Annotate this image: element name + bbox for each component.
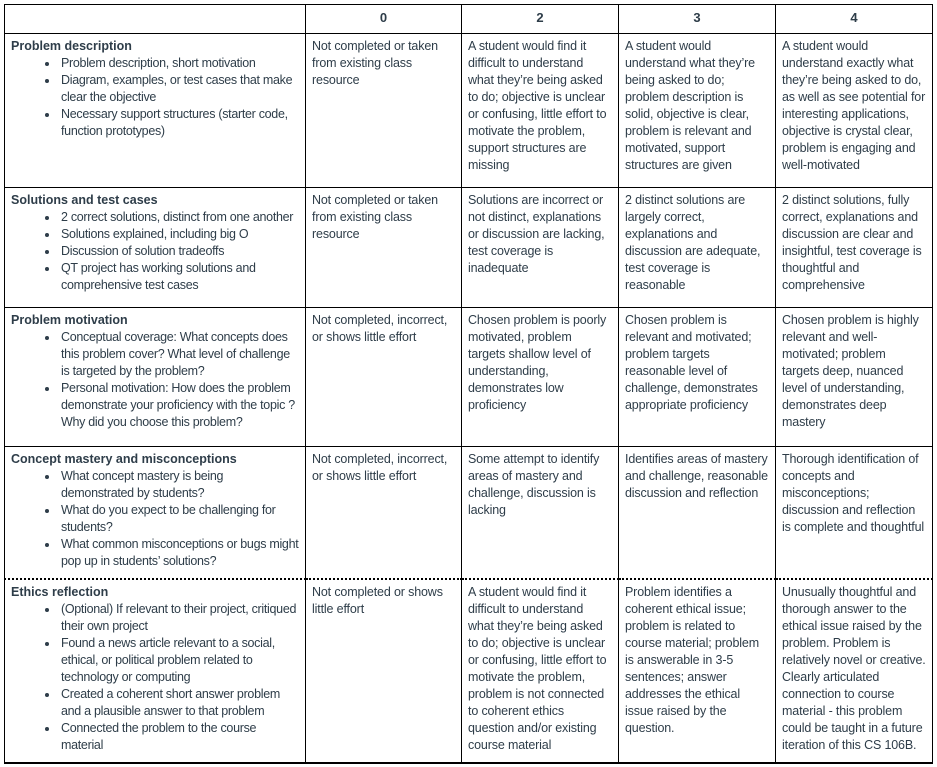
score-header-2: 2 bbox=[462, 5, 619, 34]
score-header-0: 0 bbox=[306, 5, 462, 34]
level-cell-score-3: Chosen problem is relevant and motivated; problem targets reasonable level of challenge, demonstrates appropriate proficiency bbox=[619, 308, 776, 447]
rubric-table bbox=[4, 4, 933, 764]
criterion-bullet: • 2 correct solutions, distinct from one another bbox=[59, 209, 299, 226]
criterion-bullet-list bbox=[11, 209, 299, 294]
level-cell-score-4: Thorough identification of concepts and misconceptions; discussion and reflection is complete and thoughtful bbox=[776, 447, 933, 579]
criterion-bullet: • Discussion of solution tradeoffs bbox=[59, 243, 299, 260]
rubric-header-row bbox=[5, 5, 933, 34]
criterion-bullet: • Solutions explained, including big O bbox=[59, 226, 299, 243]
corner-cell bbox=[5, 5, 306, 34]
criterion-bullet-list bbox=[11, 468, 299, 570]
level-cell-score-0: Not completed or taken from existing class resource bbox=[306, 34, 462, 188]
criterion-bullet: • Created a coherent short answer problem and a plausible answer to that problem bbox=[59, 686, 299, 720]
level-cell-score-3: Problem identifies a coherent ethical issue; problem is related to course material; problem is answerable in 3-5 sentences; answer addresses the ethical issue raised by the question. bbox=[619, 579, 776, 763]
rubric-row-solutions-test-cases bbox=[5, 188, 933, 308]
criterion-bullet: • Diagram, examples, or test cases that make clear the objective bbox=[59, 72, 299, 106]
level-cell-score-2: Some attempt to identify areas of mastery and challenge, discussion is lacking bbox=[462, 447, 619, 579]
criterion-title: Solutions and test cases bbox=[11, 193, 158, 207]
criterion-bullet: • Personal motivation: How does the problem demonstrate your proficiency with the topic ? Why did you choose this problem? bbox=[59, 380, 299, 431]
level-cell-score-0: Not completed, incorrect, or shows little effort bbox=[306, 447, 462, 579]
criterion-title: Problem motivation bbox=[11, 313, 128, 327]
level-cell-score-2: A student would find it difficult to understand what they’re being asked to do; objective is unclear or confusing, little effort to motivate the problem, problem is not connected to coherent ethics question and/or existing course material bbox=[462, 579, 619, 763]
criterion-title: Ethics reflection bbox=[11, 584, 109, 599]
criterion-title: Concept mastery and misconceptions bbox=[11, 452, 237, 466]
criterion-title: Problem description bbox=[11, 39, 132, 53]
level-cell-score-3: Identifies areas of mastery and challenge, reasonable discussion and reflection bbox=[619, 447, 776, 579]
level-cell-score-4: 2 distinct solutions, fully correct, explanations and discussion are clear and insightful, test coverage is thoughtful and comprehensive bbox=[776, 188, 933, 308]
criterion-cell bbox=[5, 34, 306, 188]
criterion-bullet: • Conceptual coverage: What concepts does this problem cover? What level of challenge is targeted by the problem? bbox=[59, 329, 299, 380]
criterion-bullet: • What common misconceptions or bugs might pop up in students’ solutions? bbox=[59, 536, 299, 570]
level-cell-score-3: 2 distinct solutions are largely correct, explanations and discussion are adequate, test coverage is reasonable bbox=[619, 188, 776, 308]
rubric-row-ethics-reflection bbox=[5, 579, 933, 763]
score-header-3: 3 bbox=[619, 5, 776, 34]
criterion-bullet-list bbox=[11, 55, 299, 140]
criterion-cell bbox=[5, 579, 306, 763]
rubric-row-concept-mastery bbox=[5, 447, 933, 579]
level-cell-score-3: A student would understand what they’re being asked to do; problem description is solid, objective is clear, problem is relevant and motivated, support structures are given bbox=[619, 34, 776, 188]
level-cell-score-2: Solutions are incorrect or not distinct, explanations or discussion are lacking, test coverage is inadequate bbox=[462, 188, 619, 308]
criterion-bullet: • Connected the problem to the course material bbox=[59, 720, 299, 754]
criterion-bullet: • What do you expect to be challenging for students? bbox=[59, 502, 299, 536]
criterion-bullet: • (Optional) If relevant to their project, critiqued their own project bbox=[59, 601, 299, 635]
criterion-bullet: • Found a news article relevant to a social, ethical, or political problem related to technology or computing bbox=[59, 635, 299, 686]
score-header-4: 4 bbox=[776, 5, 933, 34]
level-cell-score-4: Chosen problem is highly relevant and well-motivated; problem targets deep, nuanced level of understanding, demonstrates deep mastery bbox=[776, 308, 933, 447]
level-cell-score-4: A student would understand exactly what they’re being asked to do, as well as see potential for interesting applications, objective is crystal clear, problem is engaging and well-motivated bbox=[776, 34, 933, 188]
rubric-row-problem-description bbox=[5, 34, 933, 188]
level-cell-score-0: Not completed or shows little effort bbox=[306, 579, 462, 763]
level-cell-score-0: Not completed, incorrect, or shows little effort bbox=[306, 308, 462, 447]
criterion-bullet: • Problem description, short motivation bbox=[59, 55, 299, 72]
level-cell-score-2: A student would find it difficult to understand what they’re being asked to do; objective is unclear or confusing, little effort to motivate the problem, support structures are missing bbox=[462, 34, 619, 188]
level-cell-score-4: Unusually thoughtful and thorough answer to the ethical issue raised by the problem. Problem is relatively novel or creative. Clearly articulated connection to course material - this problem could be taught in a future iteration of this CS 106B. bbox=[776, 579, 933, 763]
criterion-cell bbox=[5, 188, 306, 308]
level-cell-score-2: Chosen problem is poorly motivated, problem targets shallow level of understanding, demonstrates low proficiency bbox=[462, 308, 619, 447]
criterion-bullet: • Necessary support structures (starter code, function prototypes) bbox=[59, 106, 299, 140]
rubric-row-problem-motivation bbox=[5, 308, 933, 447]
criterion-bullet-list bbox=[11, 601, 299, 754]
criterion-cell bbox=[5, 308, 306, 447]
criterion-cell bbox=[5, 447, 306, 579]
level-cell-score-0: Not completed or taken from existing class resource bbox=[306, 188, 462, 308]
criterion-bullet: • QT project has working solutions and comprehensive test cases bbox=[59, 260, 299, 294]
criterion-bullet-list bbox=[11, 329, 299, 431]
criterion-bullet: • What concept mastery is being demonstrated by students? bbox=[59, 468, 299, 502]
